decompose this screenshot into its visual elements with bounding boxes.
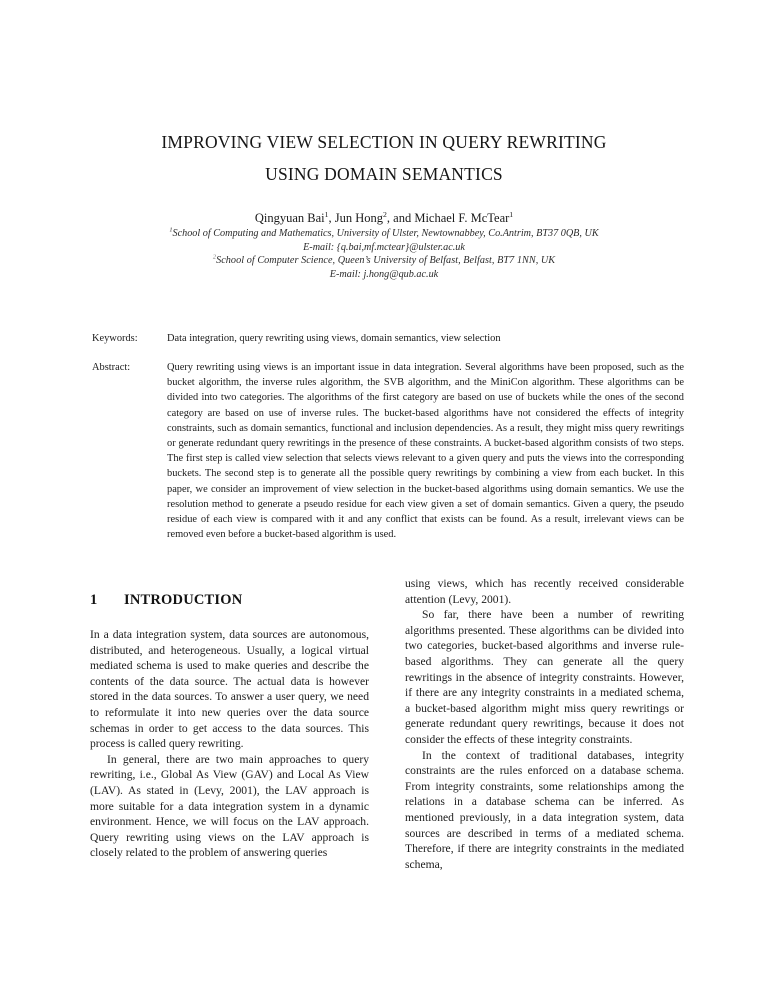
- section-title: INTRODUCTION: [124, 592, 243, 608]
- right-column: [405, 576, 684, 876]
- author-names: [64, 210, 704, 227]
- body-columns: [90, 576, 684, 876]
- affiliation-2-marker: 2: [212, 253, 217, 261]
- title-line-1: IMPROVING VIEW SELECTION IN QUERY REWRITING: [161, 132, 607, 152]
- paragraph: So far, there have been a number of rewriting algorithms presented. These algorithms can be divided into two categories, bucket-based algorithms and inverse rule-based algorithms. They can generate all the query rewritings in the absence of integrity constraints. However, if there are any integrity constraints in a mediated schema, a bucket-based algorithm might miss query rewritings or generate redundant query rewritings, because it does not consider the effects of these integrity constraints.: [405, 608, 684, 746]
- affiliation-1-marker: 1: [169, 226, 173, 234]
- author-block: [64, 210, 704, 281]
- paragraph: In general, there are two main approaches to query rewriting, i.e., Global As View (GAV) and Local As View (LAV). As stated in (Levy, 2001), the LAV approach is more suitable for a data integration system in a dynamic environment. Hence, we will focus on the LAV approach. Query rewriting using views on the LAV approach is closely related to the problem of answering queries: [90, 752, 369, 860]
- title-line-2: USING DOMAIN SEMANTICS: [265, 164, 503, 184]
- paragraph: In the context of traditional databases, integrity constraints are the rules enforced on a database schema. From integrity constraints, some relationships among the relations in a database schema can be inferred. As mentioned previously, in a data integration system, data sources are described in terms of a mediated schema. Therefore, if there are integrity constraints in the mediated schema,: [405, 748, 684, 871]
- paragraph: In a data integration system, data sources are autonomous, distributed, and heterogeneous. Usually, a logical virtual mediated schema is used to make queries and describe the contents of the data source. The actual data is however stored in the data sources. To answer a user query, we need to reformulate it into new queries over the data source schemas in order to get access to the data sources. This process is called query rewriting.: [90, 628, 369, 751]
- email-2: E-mail: j.hong@qub.ac.uk: [329, 268, 439, 280]
- affiliation-1-text: School of Computing and Mathematics, University of Ulster, Newtownabbey, Co.Antrim, BT37 0QB, UK: [172, 228, 599, 239]
- email-1: E-mail: {q.bai,mf.mctear}@ulster.ac.uk: [303, 241, 465, 253]
- affiliation-2-text: School of Computer Science, Queen’s University of Belfast, Belfast, BT7 1NN, UK: [216, 255, 556, 267]
- keywords-row: [92, 331, 684, 346]
- author-name-2: , Jun Hong: [328, 211, 384, 225]
- author-3-affiliation-marker: 1: [509, 209, 514, 219]
- abstract-row: [92, 360, 684, 542]
- author-1-affiliation-marker: 1: [324, 209, 329, 219]
- affiliation-2: [64, 254, 704, 268]
- section-number: 1: [90, 592, 98, 608]
- section-heading-introduction: [90, 590, 369, 610]
- abstract-label: Abstract:: [92, 362, 131, 373]
- paper-title: [64, 126, 704, 190]
- keywords-text: Data integration, query rewriting using views, domain semantics, view selection: [167, 333, 501, 344]
- keywords-label: Keywords:: [92, 333, 138, 344]
- abstract-text: Query rewriting using views is an important issue in data integration. Several algorithms have been proposed, such as the bucket algorithm, the inverse rules algorithm, the SVB algorithm, and the MiniCon algorithm. These algorithms can be divided into two categories. The algorithms of the first category are based on use of buckets while the ones of the second category are based on use of inverse rules. The bucket-based algorithms have not considered the effects of integrity constraints, such as domain semantics, functional and inclusion dependencies. As a result, they might miss query rewritings or generate redundant query rewritings in the presence of these constraints. A bucket-based algorithm consists of two steps. The first step is called view selection that selects views relevant to a given query and puts the views into the corresponding buckets. The second step is to generate all the possible query rewritings by combining a view from each bucket. In this paper, we consider an improvement of view selection in the bucket-based algorithms using domain semantics. We use the resolution method to generate a pseudo residue for each view given a set of domain semantics. Given a query, the pseudo residue of each view is compared with it and any conflict that exists can be found. As a result, irrelevant views can be removed even before a bucket-based algorithm is used.: [167, 362, 684, 541]
- affiliation-1: [64, 227, 704, 241]
- paragraph: using views, which has recently received considerable attention (Levy, 2001).: [405, 577, 684, 606]
- author-name-3: , and Michael F. McTear: [386, 211, 510, 225]
- left-column: [90, 576, 369, 876]
- author-2-affiliation-marker: 2: [383, 209, 387, 219]
- author-name-1: Qingyuan Bai: [254, 211, 325, 225]
